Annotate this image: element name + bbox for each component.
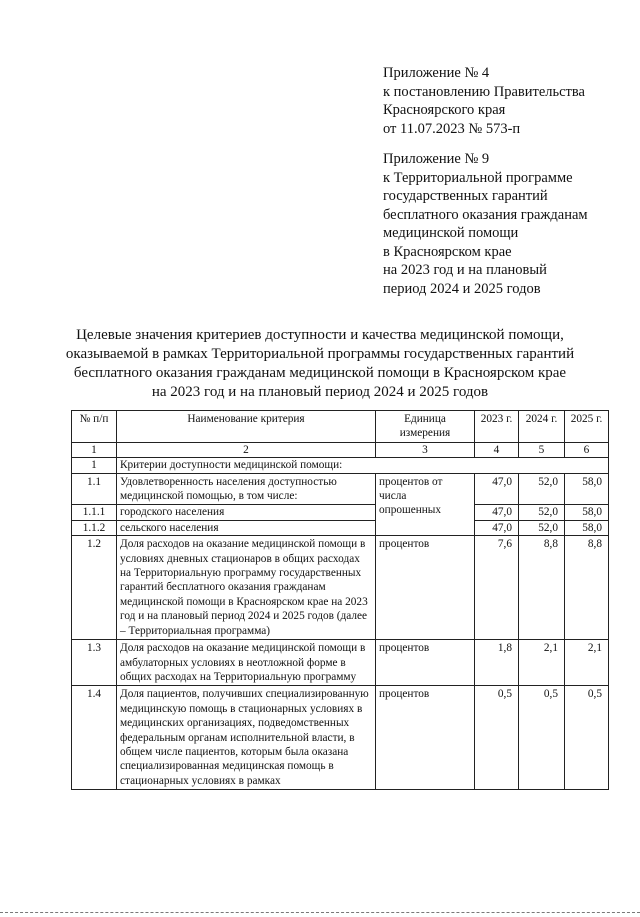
row-num: 1.2	[72, 536, 117, 640]
appendix-9-line: Приложение № 9	[383, 151, 490, 167]
value-2023: 47,0	[475, 473, 519, 505]
header-unit: Единица измерения	[376, 411, 475, 443]
column-number-row	[72, 442, 609, 457]
table-row-1-1-1	[72, 505, 609, 520]
appendix-4-line: Приложение № 4	[383, 65, 490, 81]
table-row-1-1	[72, 473, 609, 505]
value-2025: 58,0	[565, 505, 609, 520]
appendix-9-line: государственных гарантий	[383, 188, 548, 204]
value-2024: 52,0	[519, 473, 565, 505]
row-name: сельского населения	[117, 520, 376, 535]
row-num: 1.1.2	[72, 520, 117, 535]
column-number: 2	[117, 442, 376, 457]
document-title	[60, 326, 580, 402]
row-num: 1	[72, 458, 117, 473]
appendix-9-block	[383, 150, 588, 298]
table-row-1-4	[72, 686, 609, 790]
column-number: 4	[475, 442, 519, 457]
table-row-1-3	[72, 640, 609, 686]
appendix-9-line: к Территориальной программе	[383, 169, 573, 186]
column-number: 1	[72, 442, 117, 457]
value-2024: 0,5	[519, 686, 565, 790]
row-name: городского населения	[117, 505, 376, 520]
value-2023: 0,5	[475, 686, 519, 790]
value-2024: 52,0	[519, 505, 565, 520]
value-2024: 8,8	[519, 536, 565, 640]
column-number: 5	[519, 442, 565, 457]
appendix-4-line: Красноярского края	[383, 102, 506, 118]
value-2025: 58,0	[565, 473, 609, 505]
value-2023: 7,6	[475, 536, 519, 640]
row-num: 1.3	[72, 640, 117, 686]
value-2025: 8,8	[565, 536, 609, 640]
section-title: Критерии доступности медицинской помощи:	[117, 458, 609, 473]
value-2023: 1,8	[475, 640, 519, 686]
table-row-1-1-2	[72, 520, 609, 535]
title-line: бесплатного оказания гражданам медицинской помощи в Красноярском крае	[73, 365, 567, 381]
value-2024: 2,1	[519, 640, 565, 686]
row-num: 1.1	[72, 473, 117, 505]
appendix-9-line: период 2024 и 2025 годов	[383, 280, 541, 297]
appendix-9-line: бесплатного оказания гражданам	[383, 206, 588, 223]
table-row-section-1	[72, 458, 609, 473]
table-row-1-2	[72, 536, 609, 640]
row-name: Доля пациентов, получивших специализированную медицинскую помощь в стационарных условиях в медицинских организациях, подведомственных федеральным органам исполнительной власти, в общем числе пациентов, которым была оказана специализированная медицинская помощь в стационарных условиях в рамках	[117, 686, 376, 790]
header-2023: 2023 г.	[475, 411, 519, 443]
row-name: Доля расходов на оказание медицинской помощи в условиях дневных стационаров в общих расходах на Территориальную программу государственных гарантий бесплатного оказания гражданам медицинской помощи в Красноярском крае на 2023 год и на плановый период 2024 и 2025 годов (далее – Территориальная программа)	[117, 536, 376, 640]
value-2025: 58,0	[565, 520, 609, 535]
title-line: Целевые значения критериев доступности и качества медицинской помощи,	[76, 327, 564, 343]
row-num: 1.4	[72, 686, 117, 790]
row-name: Удовлетворенность населения доступностью медицинской помощью, в том числе:	[117, 473, 376, 505]
title-line: на 2023 год и на плановый период 2024 и 2025 годов	[151, 384, 489, 400]
header-2025: 2025 г.	[565, 411, 609, 443]
value-2024: 52,0	[519, 520, 565, 535]
appendix-4-block	[383, 64, 585, 138]
value-2025: 0,5	[565, 686, 609, 790]
criteria-table	[71, 410, 609, 790]
page-bottom-edge	[0, 912, 640, 913]
column-number: 3	[376, 442, 475, 457]
row-num: 1.1.1	[72, 505, 117, 520]
appendix-4-line: от 11.07.2023 № 573-п	[383, 120, 521, 137]
appendix-9-line: на 2023 год и на плановый	[383, 262, 547, 278]
value-2025: 2,1	[565, 640, 609, 686]
row-unit: процентов от числа опрошенных	[376, 473, 475, 536]
column-number: 6	[565, 442, 609, 457]
header-2024: 2024 г.	[519, 411, 565, 443]
table-header-row	[72, 411, 609, 443]
row-name: Доля расходов на оказание медицинской помощи в амбулаторных условиях в неотложной форме в общих расходах на Территориальную программу	[117, 640, 376, 686]
row-unit: процентов	[376, 686, 475, 790]
header-name: Наименование критерия	[117, 411, 376, 443]
header-num: № п/п	[72, 411, 117, 443]
appendix-9-line: в Красноярском крае	[383, 243, 512, 260]
value-2023: 47,0	[475, 520, 519, 535]
title-line: оказываемой в рамках Территориальной программы государственных гарантий	[65, 346, 575, 362]
appendix-9-line: медицинской помощи	[383, 225, 519, 241]
value-2023: 47,0	[475, 505, 519, 520]
row-unit: процентов	[376, 536, 475, 640]
row-unit: процентов	[376, 640, 475, 686]
appendix-4-line: к постановлению Правительства	[383, 83, 585, 100]
